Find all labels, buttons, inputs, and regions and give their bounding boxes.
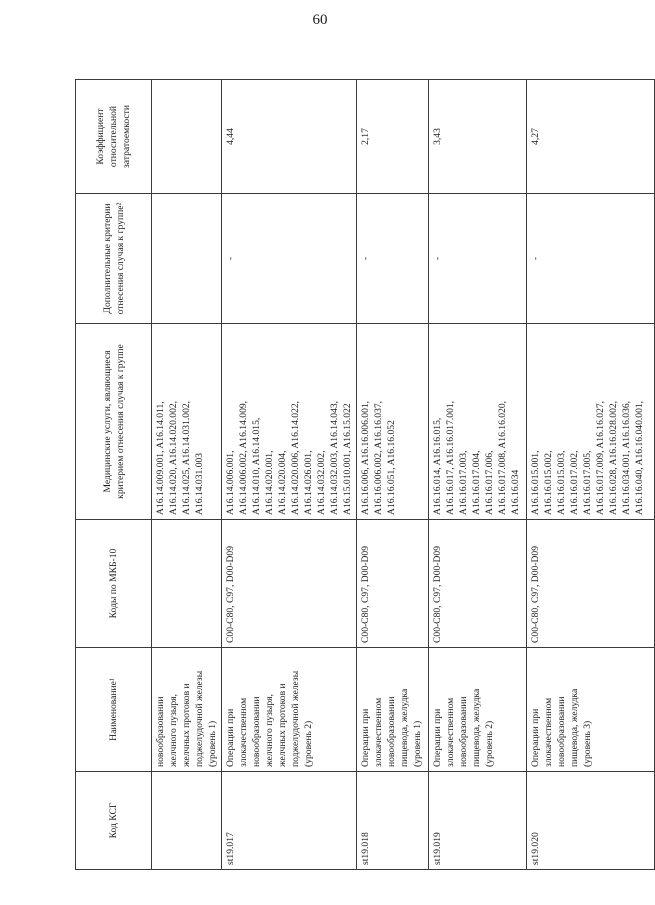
cell-line: A16.16.040, A16.16.040.001, bbox=[634, 400, 645, 515]
cell-line: пищевода, желудка bbox=[399, 688, 410, 767]
cell-line: желчного пузыря, bbox=[264, 694, 275, 767]
ksg-code-cell: st19.019 bbox=[429, 772, 527, 870]
header-coefficient: Коэффициент относительной затратоемкости bbox=[76, 80, 152, 194]
header-extra-criteria: Дополнительные критерии отнесения случая к группе² bbox=[76, 194, 152, 324]
cell-line: (уровень 1) bbox=[207, 720, 218, 767]
cell-line: желчного пузыря, bbox=[168, 694, 179, 767]
ksg-code-cell: st19.018 bbox=[357, 772, 429, 870]
cell-line: (уровень 2) bbox=[484, 720, 495, 767]
mkb-codes-cell: C00-C80, C97, D00-D09 bbox=[222, 520, 357, 648]
cell-line: A16.15.010.001, A16.15.022 bbox=[342, 403, 353, 515]
cell-line: (уровень 1) bbox=[412, 720, 423, 767]
ksg-code-cell bbox=[152, 772, 222, 870]
cell-line: A16.14.009.001, A16.14.011, bbox=[155, 401, 166, 515]
cell-line: A16.14.020, A16.14.020.002, bbox=[168, 400, 179, 515]
cell-line: A16.16.015.001, bbox=[530, 450, 541, 515]
cell-line: A16.14.032.003, A16.14.043, bbox=[329, 400, 340, 515]
mkb-codes-cell: C00-C80, C97, D00-D09 bbox=[527, 520, 655, 648]
ksg-name-cell bbox=[152, 648, 222, 772]
ksg-name-cell bbox=[429, 648, 527, 772]
extra-criteria-cell: - bbox=[527, 194, 655, 324]
ksg-name-cell bbox=[222, 648, 357, 772]
table-header-row bbox=[76, 80, 152, 870]
cell-line: A16.14.006.002, A16.14.009, bbox=[238, 400, 249, 515]
cell-line: A16.16.028, A16.16.028.002, bbox=[608, 400, 619, 515]
header-name: Наименование¹ bbox=[76, 648, 152, 772]
cell-line: новообразовании bbox=[155, 696, 166, 767]
cell-line: злокачественном bbox=[445, 697, 456, 767]
table-row bbox=[152, 80, 222, 870]
cell-line: пищевода, желудка bbox=[569, 688, 580, 767]
rotated-table-wrapper bbox=[75, 80, 645, 870]
ksg-name-cell bbox=[527, 648, 655, 772]
services-cell bbox=[429, 324, 527, 520]
cell-line: злокачественном bbox=[238, 697, 249, 767]
cell-line: A16.16.017.006, bbox=[484, 450, 495, 515]
cell-line: A16.14.020.001, bbox=[264, 450, 275, 515]
header-mkb: Коды по МКБ-10 bbox=[76, 520, 152, 648]
cell-line: A16.16.017.004, bbox=[471, 450, 482, 515]
cell-line: A16.14.020.004, bbox=[277, 450, 288, 515]
services-cell bbox=[357, 324, 429, 520]
mkb-codes-cell bbox=[152, 520, 222, 648]
coefficient-cell: 2,17 bbox=[357, 80, 429, 194]
table-body bbox=[152, 80, 655, 870]
table-row bbox=[222, 80, 357, 870]
extra-criteria-cell: - bbox=[222, 194, 357, 324]
cell-line: Операции при bbox=[225, 708, 236, 767]
coefficient-cell: 4,44 bbox=[222, 80, 357, 194]
cell-line: A16.16.014, A16.16.015, bbox=[432, 417, 443, 515]
services-cell bbox=[152, 324, 222, 520]
cell-line: A16.16.034 bbox=[510, 469, 521, 515]
cell-line: A16.14.020.006, A16.14.022, bbox=[290, 400, 301, 515]
coefficient-cell bbox=[152, 80, 222, 194]
ksg-table bbox=[75, 79, 655, 870]
cell-line: A16.16.017.008, A16.16.020, bbox=[497, 400, 508, 515]
ksg-code-cell: st19.020 bbox=[527, 772, 655, 870]
cell-line: A16.14.010, A16.14.015, bbox=[251, 417, 262, 515]
mkb-codes-cell: C00-C80, C97, D00-D09 bbox=[429, 520, 527, 648]
cell-line: Операции при bbox=[432, 708, 443, 767]
services-cell bbox=[527, 324, 655, 520]
cell-line: A16.14.026.001, bbox=[303, 450, 314, 515]
cell-line: желчных протоков и bbox=[277, 683, 288, 767]
coefficient-cell: 3,43 bbox=[429, 80, 527, 194]
cell-line: Операции при bbox=[530, 708, 541, 767]
cell-line: злокачественном bbox=[373, 697, 384, 767]
cell-line: A16.16.017.005, bbox=[582, 450, 593, 515]
cell-line: новообразовании bbox=[458, 696, 469, 767]
page-number: 60 bbox=[312, 12, 328, 28]
cell-line: (уровень 3) bbox=[582, 720, 593, 767]
services-cell bbox=[222, 324, 357, 520]
table-row bbox=[527, 80, 655, 870]
cell-line: злокачественном bbox=[543, 697, 554, 767]
extra-criteria-cell: - bbox=[357, 194, 429, 324]
cell-line: A16.14.006.001, bbox=[225, 450, 236, 515]
cell-line: пищевода, желудка bbox=[471, 688, 482, 767]
cell-line: A16.16.015.002, bbox=[543, 450, 554, 515]
cell-line: (уровень 2) bbox=[303, 720, 314, 767]
cell-line: желчных протоков и bbox=[181, 683, 192, 767]
cell-line: A16.16.017.003, bbox=[458, 450, 469, 515]
cell-line: новообразовании bbox=[386, 696, 397, 767]
cell-line: новообразовании bbox=[251, 696, 262, 767]
cell-line: A16.16.017, A16.16.017.001, bbox=[445, 400, 456, 515]
cell-line: новообразовании bbox=[556, 696, 567, 767]
header-code: Код КСГ bbox=[76, 772, 152, 870]
cell-line: A16.16.017.009, A16.16.027, bbox=[595, 400, 606, 515]
cell-line: A16.16.017.002, bbox=[569, 450, 580, 515]
cell-line: A16.14.031.003 bbox=[194, 452, 205, 515]
cell-line: A16.16.006.002, A16.16.037, bbox=[373, 400, 384, 515]
extra-criteria-cell: - bbox=[429, 194, 527, 324]
cell-line: A16.16.051, A16.16.052 bbox=[386, 420, 397, 515]
cell-line: поджелудочной железы bbox=[290, 670, 301, 767]
cell-line: A16.14.025, A16.14.031.002, bbox=[181, 400, 192, 515]
table-row bbox=[357, 80, 429, 870]
cell-line: A16.16.034.001, A16.16.036, bbox=[621, 400, 632, 515]
cell-line: Операции при bbox=[360, 708, 371, 767]
ksg-code-cell: st19.017 bbox=[222, 772, 357, 870]
cell-line: A16.16.006, A16.16.006.001, bbox=[360, 400, 371, 515]
extra-criteria-cell bbox=[152, 194, 222, 324]
mkb-codes-cell: C00-C80, C97, D00-D09 bbox=[357, 520, 429, 648]
ksg-name-cell bbox=[357, 648, 429, 772]
header-services: Медицинские услуги, являющиеся критерием отнесения случая к группе bbox=[76, 324, 152, 520]
cell-line: A16.16.015.003, bbox=[556, 450, 567, 515]
table-row bbox=[429, 80, 527, 870]
cell-line: поджелудочной железы bbox=[194, 670, 205, 767]
coefficient-cell: 4,27 bbox=[527, 80, 655, 194]
cell-line: A16.14.032.002, bbox=[316, 450, 327, 515]
